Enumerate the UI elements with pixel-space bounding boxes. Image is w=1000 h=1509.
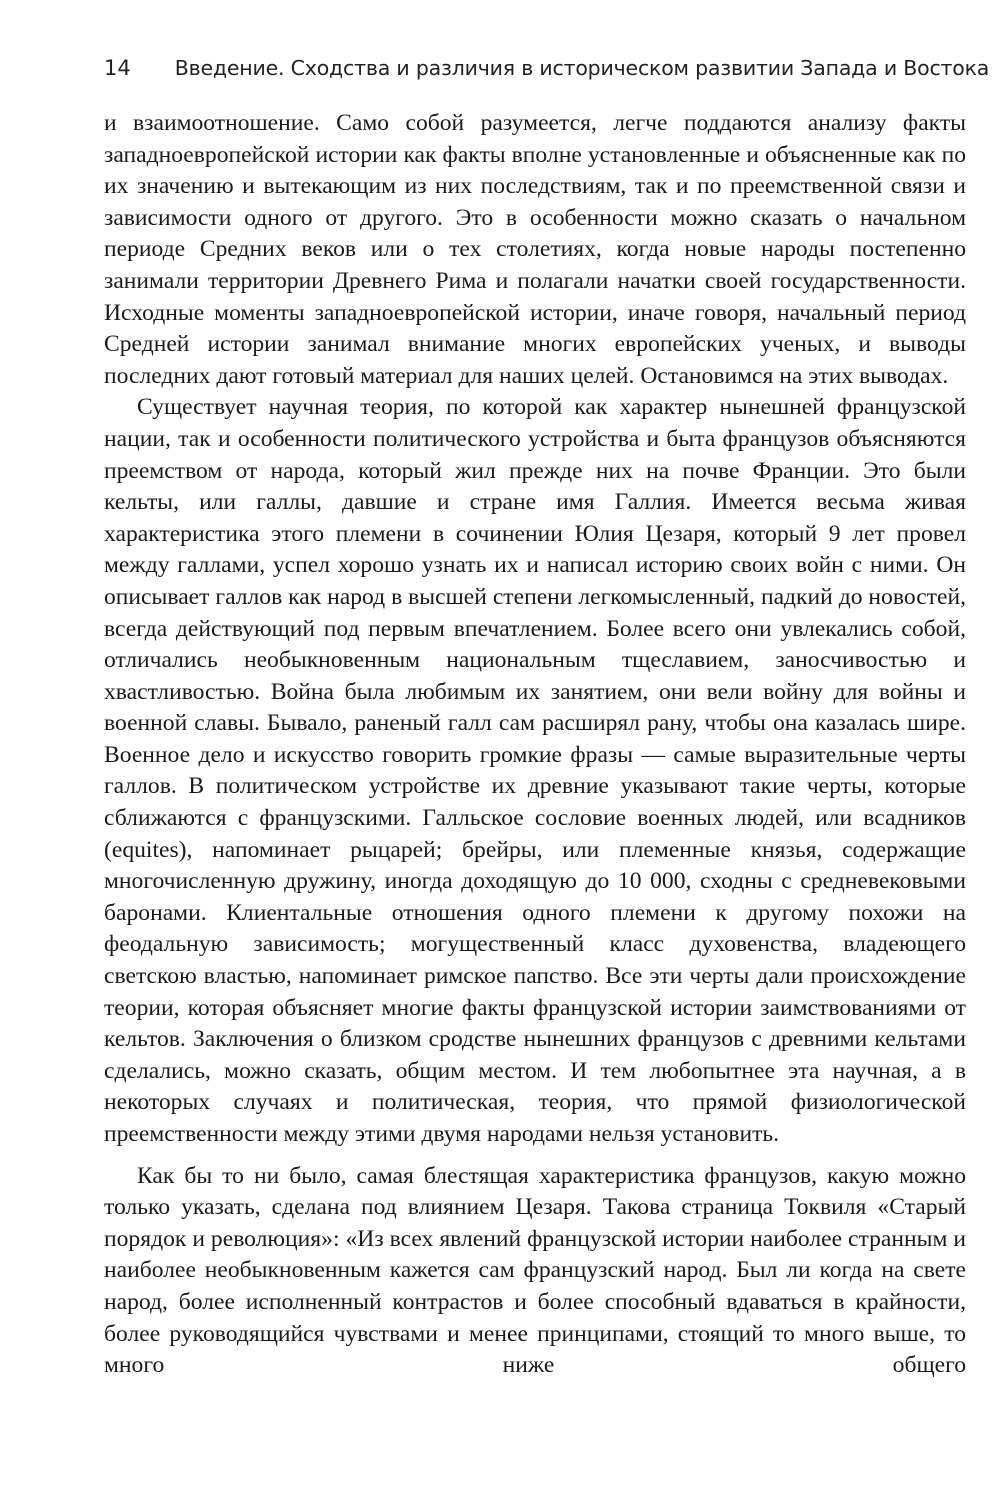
running-title: Введение. Сходства и различия в историческом развитии Запада и Востока xyxy=(174,56,990,80)
running-header xyxy=(104,50,990,86)
page-number: 14 xyxy=(104,56,131,80)
paragraph-2: Существует научная теория, по которой как характер нынешней французской нации, так и особенности политического устройства и быта французов объясняются преемством от народа, который жил прежде них на почве Франции. Это были кельты, или галлы, давшие и стране имя Галлия. Имеется весьма живая характеристика этого племени в сочинении Юлия Цезаря, который 9 лет провел между галлами, успел хорошо узнать их и написал историю своих войн с ними. Он описывает галлов как народ в высшей степени легкомысленный, падкий до новостей, всегда действующий под первым впечатлением. Более всего они увлекались собой, отличались необыкновенным национальным тщеславием, заносчивостью и хвастливостью. Война была любимым их занятием, они вели войну для войны и военной славы. Бывало, раненый галл сам расширял рану, чтобы она казалась шире. Военное дело и искусство говорить громкие фразы — самые выразительные черты галлов. В политическом устройстве их древние указывают такие черты, которые сближаются с французскими. Галльское сословие военных людей, или всадников (equites), напоминает рыцарей; брейры, или племенные князья, содержащие многочисленную дружину, иногда доходящую до 10 000, сходны с средневековыми баронами. Клиентальные отношения одного племени к другому похожи на феодальную зависимость; могущественный класс духовенства, владеющего светскою властью, напоминает римское папство. Все эти черты дали происхождение теории, которая объясняет многие факты французской истории заимствованиями от кельтов. Заключения о близком сродстве нынешних французов с древними кельтами сделались, можно сказать, общим местом. И тем любопытнее эта научная, а в некоторых случаях и политическая, теория, что прямой физиологической преемственности между этими двумя народами нельзя установить. xyxy=(104,394,966,1147)
paragraph-3: Как бы то ни было, самая блестящая характеристика французов, какую можно только указать, сделана под влиянием Цезаря. Такова страница Токвиля «Старый порядок и революция»: «Из всех явлений французской истории наиболее странным и наиболее необыкновенным кажется сам французский народ. Был ли когда на свете народ, более исполненный контрастов и более способный вдаваться в крайности, более руководящийся чувствами и менее принципами, стоящий то много выше, то много ниже общего xyxy=(104,1162,966,1379)
body-text xyxy=(104,108,966,1382)
paragraph-1: и взаимоотношение. Само собой разумеется, легче поддаются анализу факты западноевропейской истории как факты вполне установленные и объясненные как по их значению и вытекающим из них последствиям, так и по преемственной связи и зависимости одного от другого. Это в особенности можно сказать о начальном периоде Средних веков или о тех столетиях, когда новые народы постепенно занимали территории Древнего Рима и полагали начатки своей государственности. Исходные моменты западноевропейской истории, иначе говоря, начальный период Средней истории занимал внимание многих европейских ученых, и выводы последних дают готовый материал для наших целей. Остановимся на этих выводах. xyxy=(104,110,966,389)
